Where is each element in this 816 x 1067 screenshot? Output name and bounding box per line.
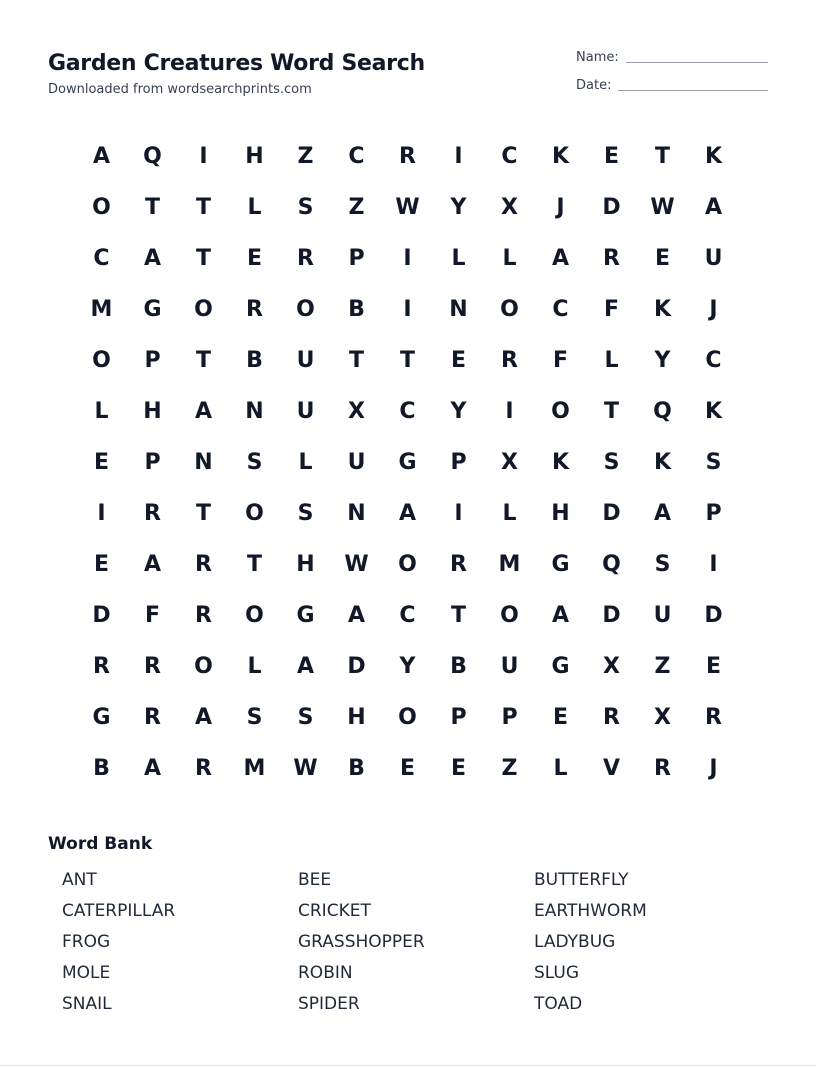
grid-letter[interactable]: A	[143, 246, 162, 271]
grid-letter[interactable]: T	[603, 399, 619, 424]
name-line[interactable]	[626, 62, 768, 63]
grid-letter[interactable]: D	[92, 603, 111, 628]
grid-letter[interactable]: G	[551, 552, 570, 577]
word-bank-item: FROG	[62, 932, 111, 952]
grid-letter[interactable]: C	[501, 144, 518, 169]
grid-letter[interactable]: E	[705, 654, 722, 679]
grid-letter[interactable]: A	[398, 501, 417, 526]
grid-letter[interactable]: W	[293, 756, 318, 781]
word-bank-item: BUTTERFLY	[534, 870, 629, 890]
word-bank-item: ROBIN	[298, 963, 353, 983]
grid-letter[interactable]: O	[194, 654, 213, 679]
grid-letter[interactable]: E	[603, 144, 620, 169]
grid-letter[interactable]: H	[296, 552, 315, 577]
grid-letter[interactable]: S	[246, 450, 263, 475]
name-field[interactable]	[576, 50, 768, 78]
grid-letter[interactable]: P	[348, 246, 365, 271]
grid-letter[interactable]: O	[194, 297, 213, 322]
grid-letter[interactable]: I	[403, 246, 412, 271]
grid-letter[interactable]: L	[298, 450, 313, 475]
grid-letter[interactable]: M	[498, 552, 521, 577]
grid-letter[interactable]: E	[93, 450, 110, 475]
grid-letter[interactable]: P	[450, 450, 467, 475]
word-bank-item: ANT	[62, 870, 97, 890]
grid-letter[interactable]: K	[653, 297, 672, 322]
grid-letter[interactable]: X	[501, 450, 518, 475]
grid-letter[interactable]: L	[502, 501, 517, 526]
word-bank-item: BEE	[298, 870, 332, 890]
footer-divider	[0, 1065, 816, 1066]
grid-letter[interactable]: D	[602, 195, 621, 220]
grid-letter[interactable]: A	[551, 603, 570, 628]
grid-letter[interactable]: L	[451, 246, 466, 271]
grid-letter[interactable]: P	[450, 705, 467, 730]
grid-letter[interactable]: I	[505, 399, 514, 424]
grid-letter[interactable]: R	[297, 246, 314, 271]
grid-letter[interactable]: A	[347, 603, 366, 628]
word-bank-item: CRICKET	[298, 901, 371, 921]
grid-letter[interactable]: Z	[654, 654, 671, 679]
grid-letter[interactable]: C	[705, 348, 722, 373]
grid-letter[interactable]: Y	[399, 654, 416, 679]
grid-letter[interactable]: O	[398, 552, 417, 577]
grid-letter[interactable]: R	[450, 552, 467, 577]
grid-letter[interactable]: M	[243, 756, 266, 781]
word-bank-item: GRASSHOPPER	[298, 932, 425, 952]
word-bank-item: CATERPILLAR	[62, 901, 176, 921]
grid-letter[interactable]: R	[195, 603, 212, 628]
page-title: Garden Creatures Word Search	[48, 51, 425, 76]
grid-letter[interactable]: F	[552, 348, 569, 373]
grid-letter[interactable]: Y	[654, 348, 671, 373]
grid-letter[interactable]: P	[705, 501, 722, 526]
grid-letter[interactable]: I	[454, 501, 463, 526]
grid-letter[interactable]: B	[348, 756, 365, 781]
grid-letter[interactable]: R	[399, 144, 416, 169]
grid-letter[interactable]: N	[347, 501, 366, 526]
grid-letter[interactable]: R	[144, 501, 161, 526]
grid-letter[interactable]: A	[551, 246, 570, 271]
word-bank-list	[62, 869, 770, 1024]
grid-letter[interactable]: S	[705, 450, 722, 475]
grid-letter[interactable]: X	[603, 654, 620, 679]
grid-letter[interactable]: X	[501, 195, 518, 220]
grid-letter[interactable]: F	[603, 297, 620, 322]
grid-letter[interactable]: Q	[653, 399, 672, 424]
grid-letter[interactable]: O	[296, 297, 315, 322]
name-date-block	[576, 50, 768, 106]
grid-letter[interactable]: R	[603, 705, 620, 730]
grid-letter[interactable]: J	[556, 195, 565, 220]
grid-letter[interactable]: G	[92, 705, 111, 730]
word-bank-item: LADYBUG	[534, 932, 616, 952]
grid-letter[interactable]: O	[245, 501, 264, 526]
grid-letter[interactable]: C	[348, 144, 365, 169]
grid-letter[interactable]: D	[347, 654, 366, 679]
grid-letter[interactable]: K	[704, 399, 723, 424]
grid-letter[interactable]: T	[195, 348, 211, 373]
grid-letter[interactable]: L	[553, 756, 568, 781]
word-bank-item: SNAIL	[62, 994, 112, 1014]
grid-letter[interactable]: L	[604, 348, 619, 373]
grid-letter[interactable]: D	[704, 603, 723, 628]
grid-letter[interactable]: D	[602, 603, 621, 628]
name-label: Name:	[576, 50, 619, 65]
word-bank-item: TOAD	[534, 994, 583, 1014]
grid-letter[interactable]: Q	[602, 552, 621, 577]
grid-letter[interactable]: Y	[450, 195, 467, 220]
grid-letter[interactable]: E	[552, 705, 569, 730]
grid-letter[interactable]: E	[399, 756, 416, 781]
grid-letter[interactable]: G	[296, 603, 315, 628]
word-bank-item: SLUG	[534, 963, 580, 983]
grid-letter[interactable]: S	[246, 705, 263, 730]
grid-letter[interactable]: P	[144, 348, 161, 373]
grid-letter[interactable]: D	[602, 501, 621, 526]
grid-letter[interactable]: R	[705, 705, 722, 730]
grid-letter[interactable]: H	[551, 501, 570, 526]
grid-letter[interactable]: Q	[143, 144, 162, 169]
grid-letter[interactable]: T	[399, 348, 415, 373]
date-field[interactable]	[576, 78, 768, 106]
grid-letter[interactable]: A	[704, 195, 723, 220]
grid-letter[interactable]: W	[344, 552, 369, 577]
grid-letter[interactable]: T	[195, 246, 211, 271]
grid-letter[interactable]: K	[653, 450, 672, 475]
grid-letter[interactable]: N	[449, 297, 468, 322]
grid-letter[interactable]: W	[650, 195, 675, 220]
grid-letter[interactable]: M	[90, 297, 113, 322]
grid-letter[interactable]: L	[247, 195, 262, 220]
grid-letter[interactable]: S	[654, 552, 671, 577]
grid-letter[interactable]: T	[348, 348, 364, 373]
grid-letter[interactable]: I	[709, 552, 718, 577]
grid-letter[interactable]: J	[709, 297, 718, 322]
grid-letter[interactable]: O	[551, 399, 570, 424]
grid-letter[interactable]: B	[348, 297, 365, 322]
grid-letter[interactable]: K	[551, 144, 570, 169]
grid-letter[interactable]: O	[245, 603, 264, 628]
grid-letter[interactable]: S	[297, 705, 314, 730]
grid-letter[interactable]: L	[502, 246, 517, 271]
grid-letter[interactable]: Z	[297, 144, 314, 169]
grid-letter[interactable]: C	[552, 297, 569, 322]
grid-letter[interactable]: A	[143, 756, 162, 781]
grid-letter[interactable]: E	[450, 756, 467, 781]
grid-letter[interactable]: N	[245, 399, 264, 424]
grid-letter[interactable]: G	[143, 297, 162, 322]
grid-letter[interactable]: R	[144, 705, 161, 730]
grid-letter[interactable]: E	[450, 348, 467, 373]
source-subtitle: Downloaded from wordsearchprints.com	[48, 82, 312, 97]
grid-letter[interactable]: R	[501, 348, 518, 373]
grid-letter[interactable]: T	[246, 552, 262, 577]
grid-letter[interactable]: J	[709, 756, 718, 781]
grid-letter[interactable]: S	[297, 501, 314, 526]
grid-letter[interactable]: E	[246, 246, 263, 271]
grid-letter[interactable]: H	[347, 705, 366, 730]
grid-letter[interactable]: F	[144, 603, 161, 628]
grid-letter[interactable]: B	[246, 348, 263, 373]
grid-letter[interactable]: B	[450, 654, 467, 679]
grid-letter[interactable]: W	[395, 195, 420, 220]
word-bank-item: EARTHWORM	[534, 901, 647, 921]
grid-letter[interactable]: E	[93, 552, 110, 577]
grid-letter[interactable]: K	[704, 144, 723, 169]
grid-letter[interactable]: Z	[348, 195, 365, 220]
grid-letter[interactable]: T	[195, 195, 211, 220]
grid-letter[interactable]: T	[654, 144, 670, 169]
grid-letter[interactable]: Z	[501, 756, 518, 781]
grid-letter[interactable]: K	[551, 450, 570, 475]
word-bank-item: SPIDER	[298, 994, 360, 1014]
word-bank-item: MOLE	[62, 963, 111, 983]
grid-letter[interactable]: A	[92, 144, 111, 169]
grid-letter[interactable]: U	[500, 654, 519, 679]
grid-letter[interactable]: R	[93, 654, 110, 679]
word-bank-title: Word Bank	[48, 834, 153, 854]
grid-letter[interactable]: O	[398, 705, 417, 730]
grid-letter[interactable]: O	[92, 348, 111, 373]
grid-letter[interactable]: P	[144, 450, 161, 475]
grid-letter[interactable]: C	[399, 399, 416, 424]
date-label: Date:	[576, 78, 612, 93]
grid-letter[interactable]: C	[93, 246, 110, 271]
grid-letter[interactable]: I	[199, 144, 208, 169]
grid-letter[interactable]: P	[501, 705, 518, 730]
grid-letter[interactable]: A	[194, 399, 213, 424]
grid-letter[interactable]: I	[454, 144, 463, 169]
grid-letter[interactable]: C	[399, 603, 416, 628]
grid-letter[interactable]: A	[194, 705, 213, 730]
grid-letter[interactable]: I	[403, 297, 412, 322]
grid-letter[interactable]: T	[450, 603, 466, 628]
page-header	[48, 50, 425, 98]
grid-letter[interactable]: X	[348, 399, 365, 424]
grid-letter[interactable]: O	[500, 297, 519, 322]
date-line[interactable]	[618, 90, 768, 91]
grid-letter[interactable]: X	[654, 705, 671, 730]
grid-letter[interactable]: G	[551, 654, 570, 679]
grid-letter[interactable]: L	[94, 399, 109, 424]
grid-letter[interactable]: R	[246, 297, 263, 322]
grid-letter[interactable]: G	[398, 450, 417, 475]
grid-letter[interactable]: U	[347, 450, 366, 475]
grid-letter[interactable]: V	[602, 756, 621, 781]
grid-letter[interactable]: T	[144, 195, 160, 220]
grid-letter[interactable]: U	[296, 348, 315, 373]
grid-letter[interactable]: U	[653, 603, 672, 628]
grid-letter[interactable]: N	[194, 450, 213, 475]
grid-letter[interactable]: A	[143, 552, 162, 577]
grid-letter[interactable]: Y	[450, 399, 467, 424]
grid-letter[interactable]: R	[144, 654, 161, 679]
grid-letter[interactable]: H	[143, 399, 162, 424]
grid-letter[interactable]: B	[93, 756, 110, 781]
grid-letter[interactable]: L	[247, 654, 262, 679]
letter-grid	[76, 131, 739, 794]
grid-letter[interactable]: O	[500, 603, 519, 628]
grid-letter[interactable]: R	[654, 756, 671, 781]
grid-letter[interactable]: R	[603, 246, 620, 271]
grid-letter[interactable]: S	[297, 195, 314, 220]
grid-letter[interactable]: A	[653, 501, 672, 526]
grid-letter[interactable]: T	[195, 501, 211, 526]
grid-letter[interactable]: I	[97, 501, 106, 526]
grid-letter[interactable]: A	[296, 654, 315, 679]
grid-letter[interactable]: U	[296, 399, 315, 424]
grid-letter[interactable]: R	[195, 552, 212, 577]
grid-letter[interactable]: S	[603, 450, 620, 475]
grid-letter[interactable]: R	[195, 756, 212, 781]
grid-letter[interactable]: H	[245, 144, 264, 169]
grid-letter[interactable]: U	[704, 246, 723, 271]
grid-letter[interactable]: E	[654, 246, 671, 271]
grid-letter[interactable]: O	[92, 195, 111, 220]
